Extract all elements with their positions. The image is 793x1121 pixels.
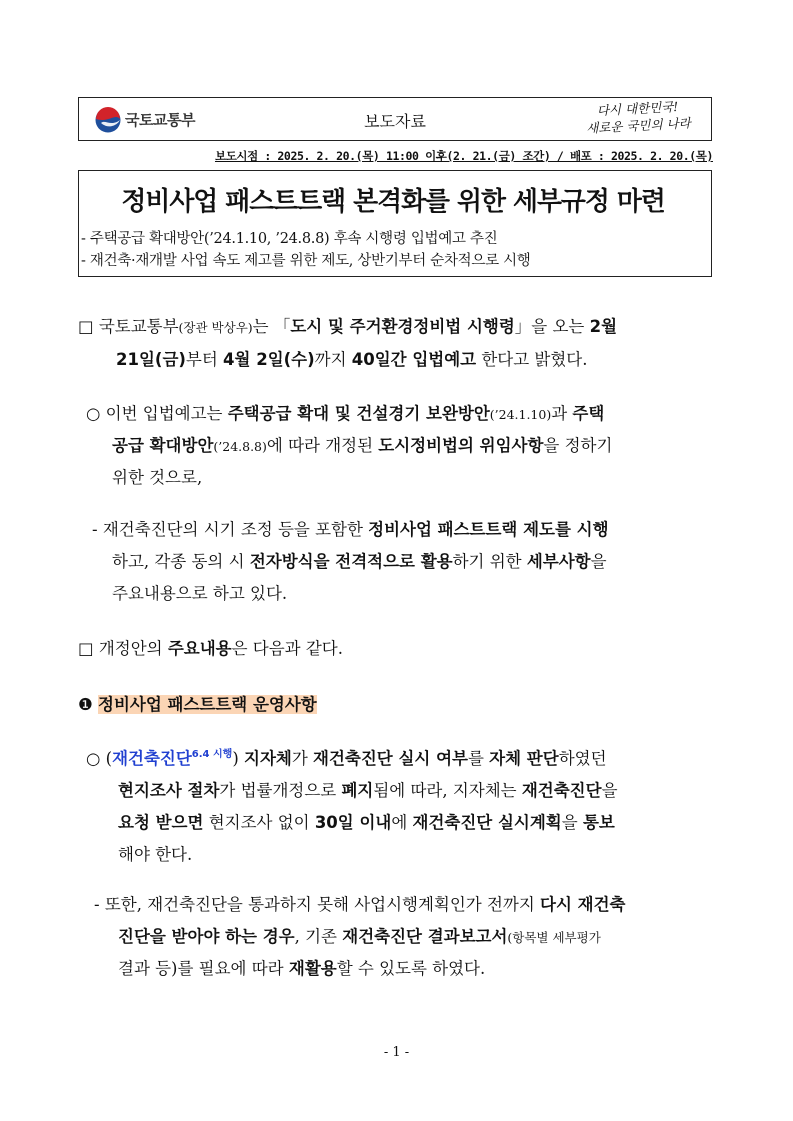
text: 과 [551,404,573,423]
square-bullet: □ [78,639,94,658]
text: (’24.1.10) [489,407,552,422]
text: 할 수 있도록 하였다. [336,959,486,978]
text: (장관 박상우) [178,320,253,335]
text: 결과 등)를 필요에 따라 [118,959,289,978]
text: 」을 오는 [514,317,590,336]
text: 재활용 [288,959,337,978]
text: 을 [601,781,618,800]
text: 가 법률개정으로 [219,781,342,800]
text: 통보 [582,813,615,832]
paragraph-5 [86,742,607,778]
paragraph-5-line-2 [118,774,618,807]
text: 세부사항 [526,552,591,571]
text: 재건축진단 결과보고서 [342,927,508,946]
text: 자체 판단 [489,749,559,768]
text: 주요내용으로 하고 있다. [112,584,288,603]
text: 다시 재건축 [540,895,626,914]
text: 4월 2일(수) [223,350,315,369]
section-heading [78,688,317,721]
text: 공급 확대방안 [112,436,214,455]
paragraph-6-line-2 [118,920,601,954]
subtitle-1: - 주택공급 확대방안(’24.1.10, ’24.8.8) 후속 시행령 입법예고 추진 [81,231,498,247]
text: 까지 [314,350,352,369]
ministry-name: 국토교통부 [125,111,195,129]
section-label: 정비사업 패스트트랙 운영사항 [98,695,317,714]
paragraph-3-line-2 [112,545,607,578]
text: 위한 것으로, [112,468,203,487]
circle-bullet: ○ [86,749,101,768]
text: 해야 한다. [118,845,193,864]
text: 을 [590,552,607,571]
page-number: - 1 - [383,1045,410,1060]
text: ( [100,749,113,768]
text: 지자체 [244,749,292,768]
text: 주택공급 확대 및 건설경기 보완방안 [227,404,490,423]
text: 가 [291,749,314,768]
text: 2월 [589,317,618,336]
text: ) [232,749,245,768]
paragraph-2-line-2 [112,429,612,463]
text: 요청 받으면 [118,813,204,832]
paragraph-1 [78,310,617,344]
text: 개정안의 [93,639,168,658]
text: 한다고 밝혔다. [476,350,588,369]
text: 현지조사 절차 [118,781,220,800]
text: 에 [391,813,413,832]
text: 30일 이내 [314,813,392,832]
dash-bullet: - [92,520,98,539]
slogan [572,97,704,138]
slogan-line-2: 새로운 국민의 나라 [585,115,692,136]
text: 주택 [572,404,605,423]
text: (항목별 세부평가 [507,930,601,945]
text: 을 정하기 [543,436,613,455]
title-box [78,170,712,277]
text: 주요내용 [167,639,232,658]
page-title: 정비사업 패스트트랙 본격화를 위한 세부규정 마련 [121,187,665,217]
text: 는 「 [252,317,291,336]
text: 재건축진단 실시 여부 [313,749,468,768]
text: 은 다음과 같다. [231,639,343,658]
paragraph-3 [92,513,609,546]
text: 을 [561,813,583,832]
text: 폐지 [341,781,374,800]
press-header [78,97,712,141]
dash-bullet: - [94,895,100,914]
text: 에 따라 개정된 [266,436,379,455]
text: , 기존 [294,927,343,946]
text: 재건축진단 실시계획 [412,813,562,832]
release-timing: 보도시점 : 2025. 2. 20.(목) 11:00 이후(2. 21.(금) 조간) / 배포 : 2025. 2. 20.(목) [214,149,713,163]
paragraph-5-line-4 [118,838,192,871]
paragraph-2 [86,397,604,431]
text: 21일(금) [116,350,186,369]
document-type: 보도자료 [364,112,426,131]
text: (’24.8.8) [213,439,267,454]
paragraph-5-line-3 [118,806,615,839]
square-bullet: □ [78,317,94,336]
text: 하기 위한 [452,552,527,571]
text: 를 [467,749,490,768]
paragraph-6 [94,888,625,921]
paragraph-1-line-2 [116,343,588,376]
superscript-note: 6.4 시행 [191,749,233,760]
text: 이번 입법예고는 [100,404,228,423]
circle-bullet: ○ [86,404,101,423]
text: 하고, 각종 동의 시 [112,552,250,571]
text: 진단을 받아야 하는 경우 [118,927,295,946]
text: 재건축진단의 시기 조정 등을 포함한 [97,520,369,539]
slogan-line-1: 다시 대한민국! [596,98,679,119]
text: 도시정비법의 위임사항 [378,436,544,455]
text: 부터 [185,350,224,369]
text: 전자방식을 전격적으로 활용 [249,552,453,571]
subtitle-2: - 재건축·재개발 사업 속도 제고를 위한 제도, 상반기부터 순차적으로 시행 [81,253,531,269]
numbered-bullet-icon: ❶ [78,695,93,714]
text: 도시 및 주거환경정비법 시행령 [290,317,515,336]
paragraph-3-line-3 [112,577,287,610]
paragraph-2-line-3 [112,461,202,494]
text: 하였던 [558,749,607,768]
text: 정비사업 패스트트랙 제도를 시행 [368,520,609,539]
text: 됨에 따라, 지자체는 [373,781,522,800]
paragraph-4 [78,632,343,665]
text: 또한, 재건축진단을 통과하지 못해 사업시행계획인가 전까지 [99,895,541,914]
text: 국토교통부 [93,317,179,336]
text: 40일간 입법예고 [351,350,477,369]
paragraph-6-line-3 [118,952,485,985]
text: 현지조사 없이 [203,813,315,832]
text: 재건축진단 [112,749,192,768]
text: 재건축진단 [521,781,602,800]
